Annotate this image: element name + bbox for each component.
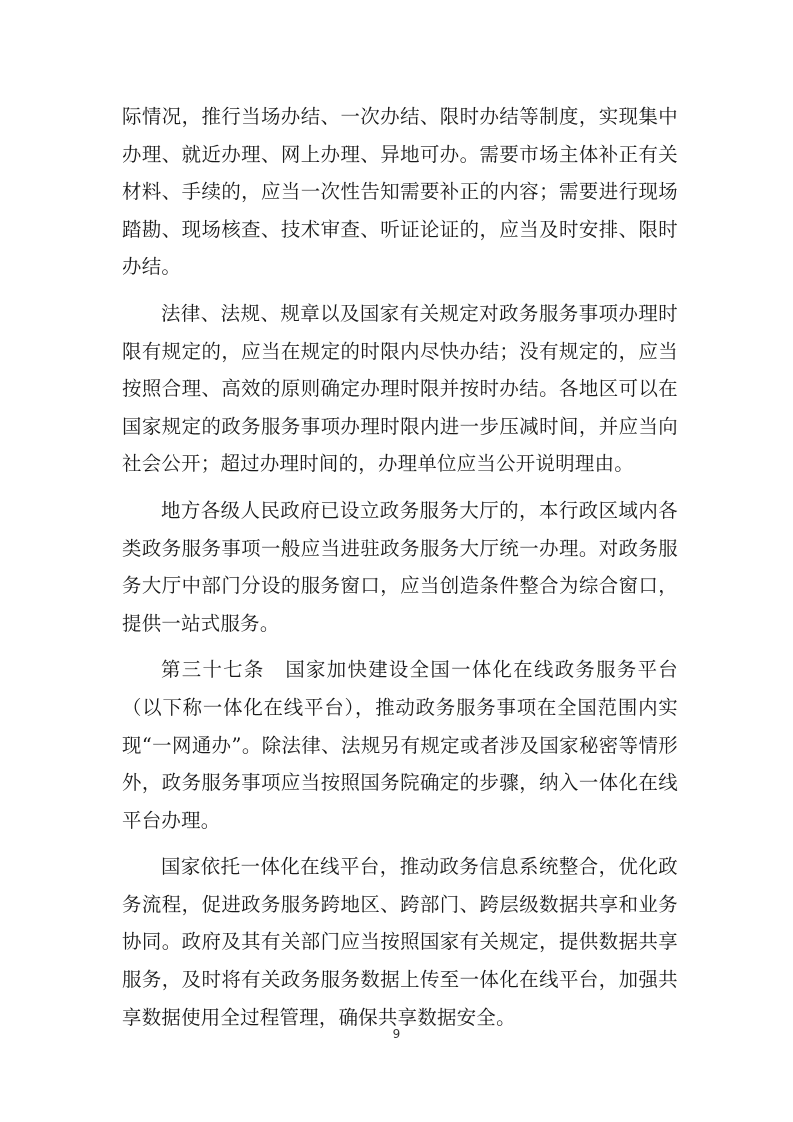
document-body — [122, 98, 678, 1036]
paragraph-article-37: 第三十七条 国家加快建设全国一体化在线政务服务平台（以下称一体化在线平台），推动政务服务事项在全国范围内实现“一网通办”。除法律、法规另有规定或者涉及国家秘密等情形外，政务服务事项应当按照国务院确定的步骤，纳入一体化在线平台办理。 — [122, 658, 678, 832]
page-number: 9 — [392, 1027, 401, 1041]
paragraph-5: 国家依托一体化在线平台，推动政务信息系统整合，优化政务流程，促进政务服务跨地区、跨部门、跨层级数据共享和业务协同。政府及其有关部门应当按照国家有关规定，提供数据共享服务，及时将有关政务服务数据上传至一体化在线平台，加强共享数据使用全过程管理，确保共享数据安全。 — [122, 855, 678, 1029]
paragraph-3: 地方各级人民政府已设立政务服务大厅的，本行政区域内各类政务服务事项一般应当进驻政务服务大厅统一办理。对政务服务大厅中部门分设的服务窗口，应当创造条件整合为综合窗口，提供一站式服务。 — [122, 498, 678, 635]
paragraph-1: 际情况，推行当场办结、一次办结、限时办结等制度，实现集中办理、就近办理、网上办理、异地可办。需要市场主体补正有关材料、手续的，应当一次性告知需要补正的内容；需要进行现场踏勘、现场核查、技术审查、听证论证的，应当及时安排、限时办结。 — [122, 105, 678, 279]
paragraph-2: 法律、法规、规章以及国家有关规定对政务服务事项办理时限有规定的，应当在规定的时限内尽快办结；没有规定的，应当按照合理、高效的原则确定办理时限并按时办结。各地区可以在国家规定的政务服务事项办理时限内进一步压减时间，并应当向社会公开；超过办理时间的，办理单位应当公开说明理由。 — [122, 301, 678, 476]
